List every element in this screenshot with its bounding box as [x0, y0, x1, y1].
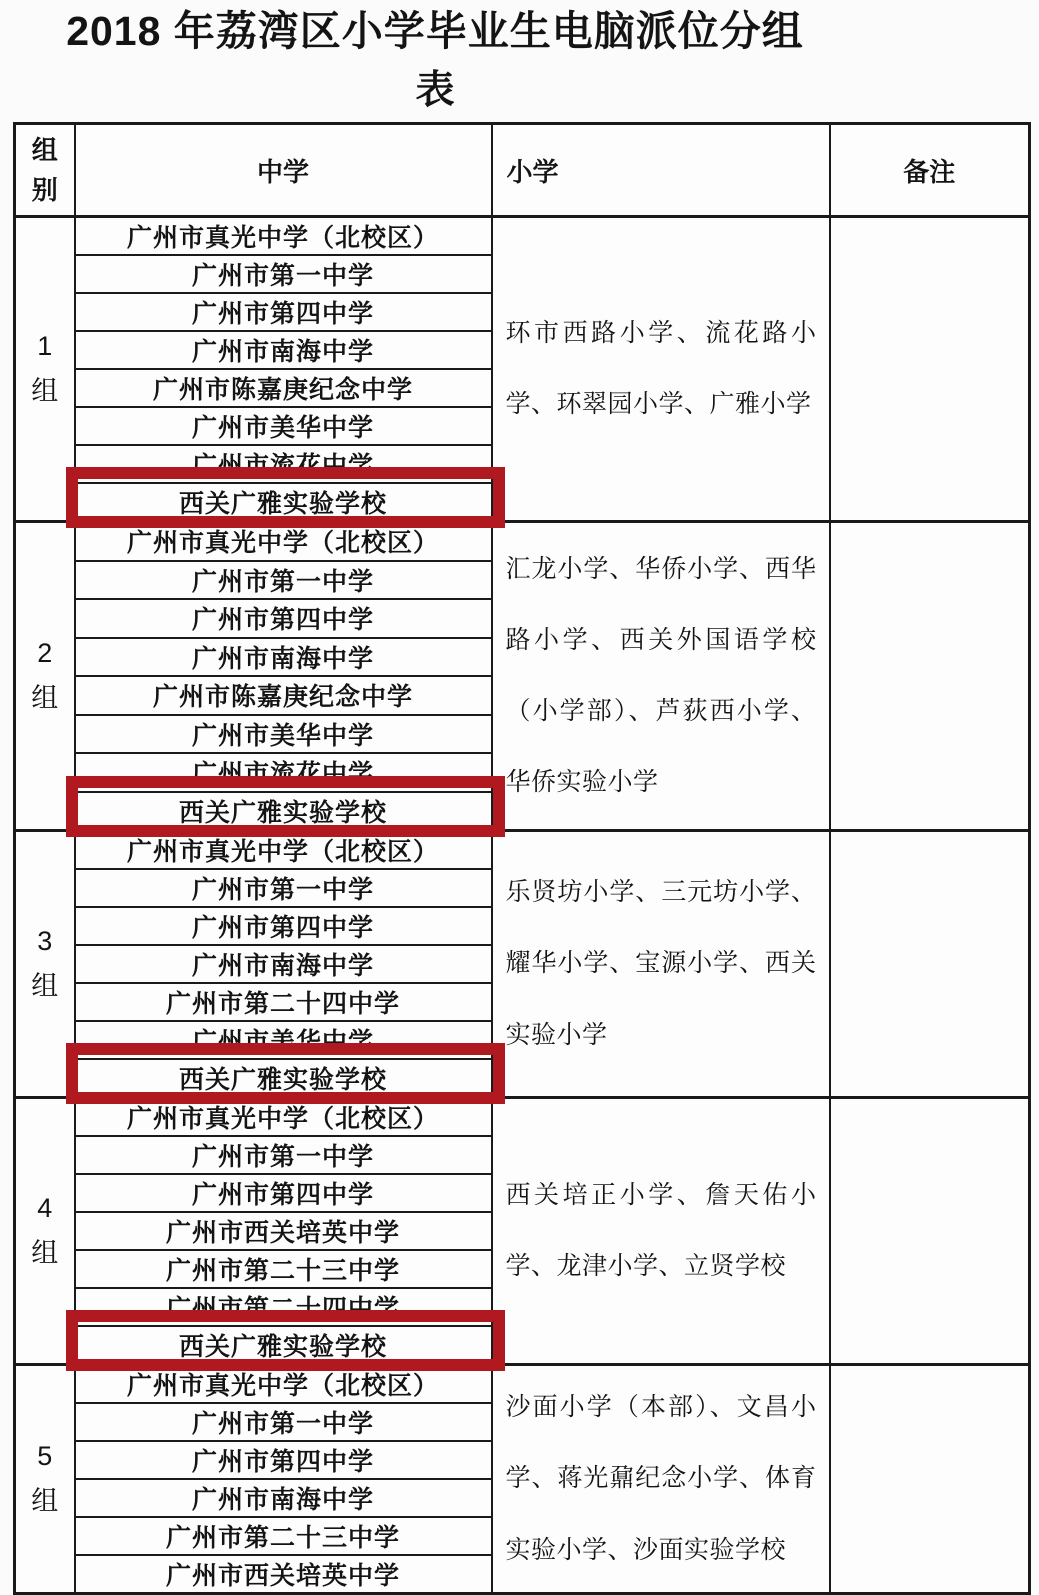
remark-cell: [830, 522, 1030, 831]
group-label-text: 4组: [31, 1193, 59, 1268]
middle-school-cell: 广州市第一中学: [75, 869, 492, 907]
middle-school-cell: 广州市真光中学（北校区）: [75, 1098, 492, 1137]
middle-school-cell: 广州市第四中学: [75, 907, 492, 945]
middle-school-cell: 广州市美华中学: [75, 715, 492, 754]
table-row: [15, 1365, 1030, 1404]
middle-school-cell: 广州市第一中学: [75, 1403, 492, 1441]
middle-school-cell: 广州市陈嘉庚纪念中学: [75, 676, 492, 715]
middle-school-cell: 广州市第四中学: [75, 1174, 492, 1212]
table-row: [15, 522, 1030, 561]
remark-cell: [830, 1098, 1030, 1365]
middle-school-cell: 广州市第一中学: [75, 1136, 492, 1174]
header-remark: 备注: [830, 124, 1030, 217]
middle-school-cell: 广州市美华中学: [75, 407, 492, 445]
table-row: [15, 217, 1030, 256]
middle-school-cell: 广州市第四中学: [75, 1441, 492, 1479]
middle-school-cell: 广州市南海中学: [75, 1479, 492, 1517]
primary-schools-cell: 乐贤坊小学、三元坊小学、耀华小学、宝源小学、西关实验小学: [492, 831, 830, 1098]
primary-schools-cell: 环市西路小学、流花路小学、环翠园小学、广雅小学: [492, 217, 830, 522]
middle-school-cell: 广州市第二十三中学: [75, 1250, 492, 1288]
middle-school-cell: 广州市陈嘉庚纪念中学: [75, 369, 492, 407]
group-label: [15, 217, 75, 522]
middle-school-cell: 广州市南海中学: [75, 638, 492, 677]
primary-schools-cell: 西关培正小学、詹天佑小学、龙津小学、立贤学校: [492, 1098, 830, 1365]
middle-school-cell: 广州市西关培英中学: [75, 1555, 492, 1594]
group-label: [15, 831, 75, 1098]
remark-cell: [830, 1365, 1030, 1594]
group-label-text: 1组: [31, 331, 59, 406]
middle-school-cell: 广州市第一中学: [75, 561, 492, 600]
middle-school-cell: 广州市流花中学: [75, 445, 492, 483]
remark-cell: [830, 217, 1030, 522]
group-label-text: 2组: [31, 638, 59, 713]
middle-school-cell: 广州市美华中学: [75, 1021, 492, 1059]
page-title: [0, 0, 870, 113]
middle-school-cell: 广州市南海中学: [75, 331, 492, 369]
header-group: 组别: [15, 124, 75, 217]
group-label-text: 3组: [31, 926, 59, 1001]
table-body: [15, 217, 1030, 1594]
header-primary-school: 小学: [492, 124, 830, 217]
middle-school-cell: 西关广雅实验学校: [75, 1326, 492, 1365]
page-title-line1: 2018 年荔湾区小学毕业生电脑派位分组: [66, 8, 804, 54]
middle-school-cell: 广州市第一中学: [75, 255, 492, 293]
table-row: [15, 1098, 1030, 1137]
table-header-row: [15, 124, 1030, 217]
middle-school-cell: 广州市第二十四中学: [75, 1288, 492, 1326]
group-label: [15, 1365, 75, 1594]
primary-schools-cell: 沙面小学（本部）、文昌小学、蒋光鼐纪念小学、体育实验小学、沙面实验学校: [492, 1365, 830, 1594]
middle-school-cell: 广州市第二十三中学: [75, 1517, 492, 1555]
middle-school-cell: 广州市第四中学: [75, 599, 492, 638]
allocation-table: [13, 122, 1031, 1595]
middle-school-cell: 广州市流花中学: [75, 753, 492, 792]
allocation-table-container: [13, 122, 1031, 1595]
table-row: [15, 831, 1030, 870]
header-middle-school: 中学: [75, 124, 492, 217]
middle-school-cell: 广州市南海中学: [75, 945, 492, 983]
group-label-text: 5组: [31, 1441, 59, 1516]
middle-school-cell: 西关广雅实验学校: [75, 483, 492, 522]
middle-school-cell: 广州市西关培英中学: [75, 1212, 492, 1250]
remark-cell: [830, 831, 1030, 1098]
group-label: [15, 522, 75, 831]
middle-school-cell: 广州市第二十四中学: [75, 983, 492, 1021]
middle-school-cell: 西关广雅实验学校: [75, 792, 492, 831]
middle-school-cell: 广州市真光中学（北校区）: [75, 522, 492, 561]
middle-school-cell: 西关广雅实验学校: [75, 1059, 492, 1098]
primary-schools-cell: 汇龙小学、华侨小学、西华路小学、西关外国语学校（小学部）、芦荻西小学、华侨实验小学: [492, 522, 830, 831]
middle-school-cell: 广州市真光中学（北校区）: [75, 831, 492, 870]
middle-school-cell: 广州市第四中学: [75, 293, 492, 331]
middle-school-cell: 广州市真光中学（北校区）: [75, 1365, 492, 1404]
middle-school-cell: 广州市真光中学（北校区）: [75, 217, 492, 256]
group-label: [15, 1098, 75, 1365]
page-title-line2: 表: [415, 69, 455, 113]
